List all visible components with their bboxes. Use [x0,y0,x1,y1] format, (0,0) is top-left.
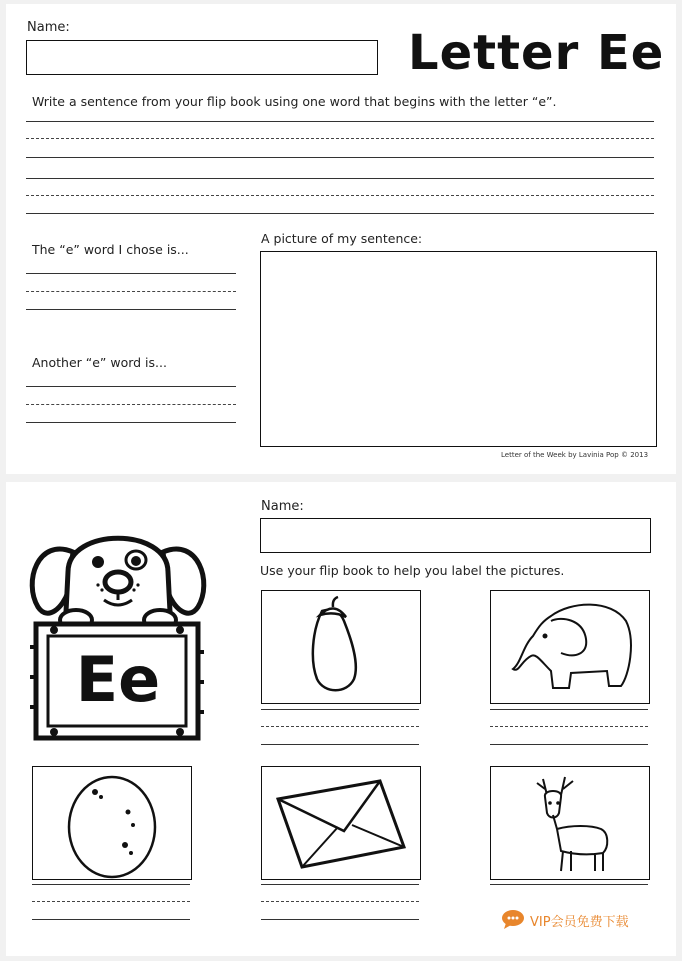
writing-line [26,273,236,274]
another-word-label: Another “e” word is... [32,355,167,370]
writing-line [32,884,190,885]
writing-line [261,744,419,745]
elephant-picture [490,590,650,704]
writing-line [261,884,419,885]
name-field[interactable] [260,518,651,553]
writing-line [261,709,419,710]
writing-line [26,309,236,310]
dog-sign-illustration [28,512,208,744]
name-label: Name: [27,20,70,35]
writing-guide-line [26,138,654,139]
name-field[interactable] [26,40,378,75]
writing-line [26,121,654,122]
credit-text: Letter of the Week by Lavinia Pop © 2013 [501,451,649,459]
watermark-text: VIP会员免费下载 [530,915,629,930]
writing-line [490,709,648,710]
writing-line [26,157,654,158]
sign-letters: Ee [75,643,161,716]
label-instruction: Use your flip book to help you label the pictures. [260,563,565,578]
eggplant-picture [261,590,421,704]
writing-line [26,213,654,214]
writing-guide-line [26,404,236,405]
writing-guide-line [26,291,236,292]
writing-line [490,744,648,745]
egg-picture [32,766,192,880]
writing-guide-line [26,195,654,196]
writing-guide-line [261,726,419,727]
page-title: Letter Ee [408,25,665,81]
drawing-box[interactable] [260,251,657,447]
sentence-instruction: Write a sentence from your flip book using one word that begins with the letter “e”. [32,94,557,109]
name-label: Name: [261,499,304,514]
elk-picture [490,766,650,880]
writing-line [26,386,236,387]
envelope-picture [261,766,421,880]
writing-guide-line [32,901,190,902]
writing-line [490,884,648,885]
chat-bubble-icon [500,908,526,930]
writing-guide-line [490,726,648,727]
writing-line [26,422,236,423]
writing-guide-line [261,901,419,902]
writing-line [26,178,654,179]
writing-line [261,919,419,920]
chosen-word-label: The “e” word I chose is... [32,242,189,257]
writing-line [32,919,190,920]
picture-label: A picture of my sentence: [261,231,423,246]
